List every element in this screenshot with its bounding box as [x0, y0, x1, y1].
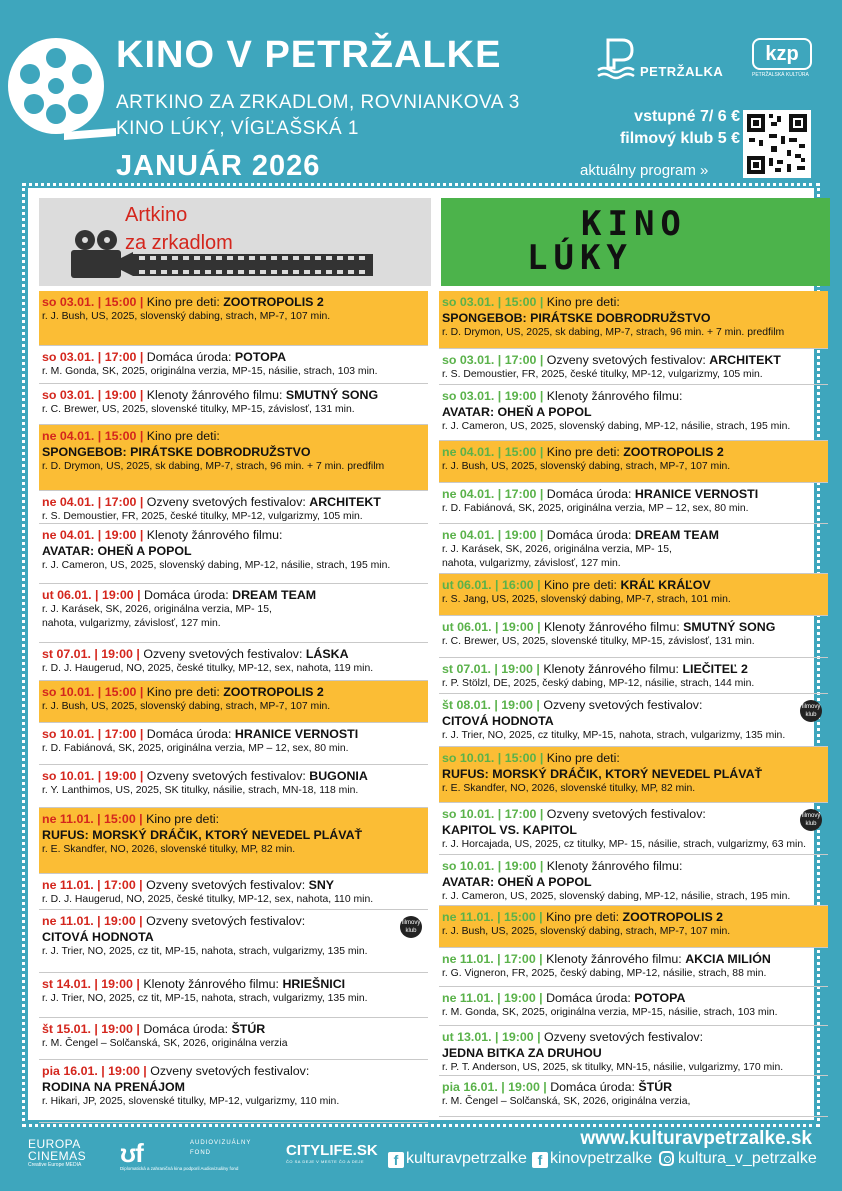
film-club-badge-icon: filmový klub	[800, 809, 822, 831]
screening-category: Ozveny svetových festivalov:	[142, 914, 306, 928]
screening-datetime: ne 11.01. | 15:00 |	[442, 910, 543, 924]
film-details: r. J. Karásek, SK, 2026, originálna verzia, MP- 15, nahota, vulgarizmy, závislosť, 127 min.	[42, 604, 272, 629]
film-details: r. D. J. Haugerud, NO, 2025, české titulky, MP-12, sex, nahota, 110 min.	[42, 894, 374, 905]
screening-category: Kino pre deti:	[540, 578, 621, 592]
film-title: ARCHITEKT	[709, 353, 781, 367]
venue-artkino: ARTKINO ZA ZRKADLOM, ROVNIANKOVA 3	[116, 92, 520, 113]
facebook-link-culture[interactable]: f kulturavpetrzalke	[388, 1150, 527, 1168]
film-details: r. P. T. Anderson, US, 2025, sk titulky, MN-15, násilie, vulgarizmy, 170 min.	[442, 1062, 784, 1073]
film-title: DREAM TEAM	[232, 588, 317, 602]
program-entry	[439, 987, 828, 1026]
film-details: r. Y. Lanthimos, US, 2025, SK titulky, násilie, strach, MN-18, 118 min.	[42, 785, 359, 796]
entry-heading	[42, 726, 424, 742]
film-details: r. J. Bush, US, 2025, slovenský dabing, strach, MP-7, 107 min.	[42, 311, 331, 322]
program-entry	[39, 584, 428, 643]
film-details: r. S. Jang, US, 2025, slovenský dabing, MP-7, strach, 101 min.	[442, 594, 731, 605]
film-title: LIEČITEĽ 2	[682, 662, 748, 676]
film-title: ŠTÚR	[638, 1080, 673, 1094]
film-title: RUFUS: MORSKÝ DRÁČIK, KTORÝ NEVEDEL PLÁVAŤ	[42, 828, 363, 842]
screening-datetime: so 10.01. | 19:00 |	[42, 769, 144, 783]
screening-datetime: ne 04.01. | 17:00 |	[442, 487, 544, 501]
screening-datetime: ne 04.01. | 15:00 |	[442, 445, 544, 459]
screening-category: Domáca úroda:	[143, 727, 235, 741]
program-entry	[39, 874, 428, 910]
film-details: r. J. Trier, NO, 2025, cz titulky, MP-15, nahota, strach, vulgarizmy, 135 min.	[442, 730, 786, 741]
entry-heading	[42, 587, 424, 603]
screening-category: Klenoty žánrového filmu:	[543, 389, 683, 403]
entry-heading	[442, 352, 824, 368]
film-details: r. M. Čengel – Solčanská, SK, 2026, originálna verzia,	[442, 1096, 691, 1107]
screening-category: Kino pre deti:	[143, 685, 224, 699]
entry-heading	[442, 750, 824, 766]
website-link[interactable]: www.kulturavpetrzalke.sk	[580, 1128, 812, 1149]
citylife-logo: CITYLIFE.SK ČO SA DEJE V MESTE ČO A DEJE	[286, 1142, 378, 1164]
film-title: LÁSKA	[305, 647, 349, 661]
entry-heading	[42, 684, 424, 700]
film-details: r. D. Fabiánová, SK, 2025, originálna verzia, MP – 12, sex, 80 min.	[42, 743, 349, 754]
screening-category: Klenoty žánrového filmu:	[139, 977, 283, 991]
film-title: ZOOTROPOLIS 2	[223, 685, 324, 699]
program-entry	[39, 973, 428, 1018]
film-title: KAPITOL VS. KAPITOL	[442, 823, 577, 837]
page-title: KINO V PETRŽALKE	[116, 34, 502, 76]
film-title: ZOOTROPOLIS 2	[623, 445, 724, 459]
instagram-icon	[659, 1151, 674, 1166]
screening-category: Domáca úroda:	[143, 350, 235, 364]
program-entry	[439, 747, 828, 803]
entry-heading	[42, 527, 424, 543]
program-entry	[439, 441, 828, 483]
program-entry	[39, 910, 428, 973]
program-entry	[439, 483, 828, 524]
film-details: r. J. Bush, US, 2025, slovenský dabing, strach, MP-7, 107 min.	[442, 926, 731, 937]
entry-heading	[442, 294, 824, 310]
screening-category: Ozveny svetových festivalov:	[143, 495, 310, 509]
entry-heading	[442, 951, 824, 967]
film-camera-icon	[67, 228, 377, 280]
entry-heading	[42, 811, 424, 827]
screening-category: Kino pre deti:	[543, 445, 624, 459]
screening-category: Domáca úroda:	[543, 528, 635, 542]
screening-category: Klenoty žánrového filmu:	[143, 528, 283, 542]
screening-datetime: so 10.01. | 17:00 |	[442, 807, 544, 821]
program-entry	[39, 291, 428, 346]
screening-category: Ozveny svetových festivalov:	[543, 807, 706, 821]
program-entry	[439, 803, 828, 855]
screening-datetime: so 03.01. | 17:00 |	[442, 353, 544, 367]
film-title: ARCHITEKT	[309, 495, 381, 509]
screening-category: Klenoty žánrového filmu:	[143, 388, 286, 402]
program-entry	[439, 855, 828, 906]
program-entry	[439, 694, 828, 747]
program-entry	[39, 384, 428, 425]
program-entry	[439, 616, 828, 658]
program-entry	[39, 425, 428, 491]
film-details: r. C. Brewer, US, 2025, slovenské titulky, MP-15, závislosť, 131 min.	[442, 636, 755, 647]
program-entry	[439, 1026, 828, 1076]
screening-category: Kino pre deti:	[543, 295, 620, 309]
film-title: HRANICE VERNOSTI	[234, 727, 359, 741]
screening-datetime: ne 04.01. | 15:00 |	[42, 429, 144, 443]
film-details: r. D. Drymon, US, 2025, sk dabing, MP-7, strach, 96 min. + 7 min. predfilm	[42, 461, 385, 472]
instagram-link[interactable]: kultura_v_petrzalke	[659, 1150, 817, 1168]
screening-datetime: so 03.01. | 19:00 |	[442, 389, 544, 403]
film-title: AVATAR: OHEŇ A POPOL	[42, 544, 192, 558]
film-details: r. J. Trier, NO, 2025, cz tit, MP-15, nahota, strach, vulgarizmy, 135 min.	[42, 993, 368, 1004]
film-title: AVATAR: OHEŇ A POPOL	[442, 875, 592, 889]
program-entry	[39, 346, 428, 384]
program-entry	[39, 808, 428, 874]
screening-category: Klenoty žánrového filmu:	[540, 620, 684, 634]
entry-heading	[442, 444, 824, 460]
film-title: POTOPA	[234, 350, 287, 364]
screening-datetime: st 14.01. | 19:00 |	[42, 977, 140, 991]
film-details: r. Hikari, JP, 2025, slovenské titulky, MP-12, vulgarizmy, 110 min.	[42, 1096, 340, 1107]
film-title: ŠTÚR	[231, 1022, 266, 1036]
venue-kino-luky: KINO LÚKY, VÍGĽAŠSKÁ 1	[116, 118, 359, 139]
screening-category: Domáca úroda:	[542, 991, 635, 1005]
screening-datetime: ut 13.01. | 19:00 |	[442, 1030, 541, 1044]
entry-heading	[442, 577, 824, 593]
screening-category: Ozveny svetových festivalov:	[540, 1030, 704, 1044]
entry-heading	[42, 646, 424, 662]
kzp-logo: kzp PETRŽALSKÁ KULTÚRA	[752, 38, 814, 80]
program-entry	[39, 723, 428, 765]
film-title: CITOVÁ HODNOTA	[442, 714, 554, 728]
screening-category: Ozveny svetových festivalov:	[142, 878, 309, 892]
film-title: POTOPA	[634, 991, 686, 1005]
film-title: ZOOTROPOLIS 2	[223, 295, 324, 309]
film-title: HRANICE VERNOSTI	[634, 487, 759, 501]
entry-heading	[442, 990, 824, 1006]
screening-category: Domáca úroda:	[139, 1022, 232, 1036]
month-heading: JANUÁR 2026	[116, 150, 321, 182]
screening-category: Klenoty žánrového filmu:	[543, 859, 683, 873]
artkino-logo: Artkino za zrkadlom	[39, 198, 431, 286]
film-title: HRIEŠNICI	[282, 977, 346, 991]
screening-datetime: so 10.01. | 17:00 |	[42, 727, 144, 741]
film-details: r. M. Čengel – Solčanská, SK, 2026, originálna verzia	[42, 1038, 288, 1049]
entry-heading	[442, 388, 824, 404]
program-entry	[439, 349, 828, 385]
screening-datetime: ne 11.01. | 17:00 |	[42, 878, 143, 892]
film-title: KRÁĽ KRÁĽOV	[620, 578, 711, 592]
film-details: r. C. Brewer, US, 2025, slovenské titulky, MP-15, závislosť, 131 min.	[42, 404, 355, 415]
entry-heading	[442, 1079, 824, 1095]
entry-heading	[42, 387, 424, 403]
screening-datetime: ne 11.01. | 19:00 |	[42, 914, 143, 928]
entry-heading	[442, 527, 824, 543]
screening-datetime: st 07.01. | 19:00 |	[442, 662, 540, 676]
program-entry	[39, 765, 428, 808]
program-entry	[39, 1060, 428, 1123]
entry-heading	[42, 976, 424, 992]
film-details: r. E. Skandfer, NO, 2026, slovenské titulky, MP, 82 min.	[442, 783, 696, 794]
film-details: r. G. Vigneron, FR, 2025, český dabing, MP-12, násilie, strach, 88 min.	[442, 968, 767, 979]
film-club-badge-icon: filmový klub	[800, 700, 822, 722]
film-title: BUGONIA	[309, 769, 368, 783]
program-entry	[439, 524, 828, 574]
screening-category: Klenoty žánrového filmu:	[542, 952, 686, 966]
screening-datetime: pia 16.01. | 19:00 |	[42, 1064, 147, 1078]
film-details: r. J. Karásek, SK, 2026, originálna verzia, MP- 15, nahota, vulgarizmy, závislosť, 127 min.	[442, 544, 672, 569]
entry-heading	[42, 768, 424, 784]
program-entry	[439, 385, 828, 441]
film-details: r. J. Horcajada, US, 2025, cz titulky, MP- 15, násilie, strach, vulgarizmy, 63 min.	[442, 839, 806, 850]
entry-heading	[42, 877, 424, 893]
program-entry	[39, 491, 428, 524]
program-panel	[28, 188, 821, 1120]
entry-heading	[42, 428, 424, 444]
screening-datetime: št 08.01. | 19:00 |	[442, 698, 540, 712]
screening-category: Ozveny svetových festivalov:	[139, 647, 306, 661]
program-entry	[439, 291, 828, 349]
screening-datetime: so 03.01. | 17:00 |	[42, 350, 144, 364]
screening-datetime: št 15.01. | 19:00 |	[42, 1022, 140, 1036]
screening-datetime: so 03.01. | 15:00 |	[42, 295, 144, 309]
program-entry	[439, 1076, 828, 1117]
screening-datetime: st 07.01. | 19:00 |	[42, 647, 140, 661]
film-title: RODINA NA PRENÁJOM	[42, 1080, 185, 1094]
entry-heading	[442, 806, 824, 822]
film-details: r. J. Cameron, US, 2025, slovenský dabing, MP-12, násilie, strach, 195 min.	[442, 891, 791, 902]
europa-cinemas-logo: EUROPA CINEMAS Creative Europe MEDIA	[28, 1137, 87, 1168]
program-entry	[439, 948, 828, 987]
film-details: r. D. Drymon, US, 2025, sk dabing, MP-7, strach, 96 min. + 7 min. predfilm	[442, 327, 785, 338]
petrzalka-logo: PETRŽALKA	[596, 36, 740, 82]
entry-heading	[42, 913, 424, 929]
film-details: r. M. Gonda, SK, 2025, originálna verzia, MP-15, násilie, strach, 103 min.	[42, 366, 378, 377]
film-title: SPONGEBOB: PIRÁTSKE DOBRODRUŽSTVO	[42, 445, 311, 459]
price-film-club: filmový klub 5 €	[619, 130, 740, 147]
entry-heading	[442, 909, 824, 925]
film-details: r. D. J. Haugerud, NO, 2025, české titulky, MP-12, sex, nahota, 119 min.	[42, 663, 374, 674]
entry-heading	[442, 858, 824, 874]
program-entry	[439, 658, 828, 694]
screening-category: Kino pre deti:	[543, 751, 620, 765]
petrzalka-emblem-icon	[596, 36, 636, 82]
screening-category: Ozveny svetových festivalov:	[543, 353, 710, 367]
film-title: SPONGEBOB: PIRÁTSKE DOBRODRUŽSTVO	[442, 311, 711, 325]
entry-heading	[442, 619, 824, 635]
screening-category: Kino pre deti:	[542, 910, 623, 924]
film-details: r. J. Bush, US, 2025, slovenský dabing, strach, MP-7, 107 min.	[442, 461, 731, 472]
film-details: r. P. Stölzl, DE, 2025, český dabing, MP-12, násilie, strach, 144 min.	[442, 678, 755, 689]
current-program-link[interactable]: aktuálny program »	[580, 162, 709, 179]
screening-datetime: ne 11.01. | 17:00 |	[442, 952, 543, 966]
facebook-link-cinema[interactable]: f kinovpetrzalke	[532, 1150, 652, 1168]
screening-datetime: so 10.01. | 15:00 |	[42, 685, 144, 699]
screening-datetime: pia 16.01. | 19:00 |	[442, 1080, 547, 1094]
program-entry	[439, 906, 828, 948]
film-details: r. J. Cameron, US, 2025, slovenský dabing, MP-12, násilie, strach, 195 min.	[442, 421, 791, 432]
entry-heading	[442, 1029, 824, 1045]
film-title: SMUTNÝ SONG	[683, 620, 776, 634]
film-title: SMUTNÝ SONG	[285, 388, 379, 402]
screening-datetime: so 03.01. | 15:00 |	[442, 295, 544, 309]
program-entry	[39, 524, 428, 584]
screening-category: Domáca úroda:	[543, 487, 635, 501]
entry-heading	[42, 294, 424, 310]
program-entry	[39, 643, 428, 681]
film-title: AKCIA MILIÓN	[685, 952, 771, 966]
film-title: JEDNA BITKA ZA DRUHOU	[442, 1046, 602, 1060]
screening-category: Kino pre deti:	[143, 295, 224, 309]
film-title: DREAM TEAM	[634, 528, 719, 542]
film-details: r. D. Fabiánová, SK, 2025, originálna verzia, MP – 12, sex, 80 min.	[442, 503, 749, 514]
screening-datetime: ne 04.01. | 17:00 |	[42, 495, 144, 509]
program-entry	[439, 574, 828, 616]
film-details: r. J. Cameron, US, 2025, slovenský dabing, MP-12, násilie, strach, 195 min.	[42, 560, 391, 571]
screening-datetime: ut 06.01. | 19:00 |	[42, 588, 141, 602]
film-title: SNY	[308, 878, 335, 892]
screening-datetime: so 10.01. | 15:00 |	[442, 751, 544, 765]
kino-luky-logo: KINO LÚKY	[441, 198, 830, 286]
entry-heading	[442, 486, 824, 502]
film-reel-icon	[4, 32, 116, 144]
film-details: r. E. Skandfer, NO, 2026, slovenské titulky, MP, 82 min.	[42, 844, 296, 855]
film-club-badge-icon: filmový klub	[400, 916, 422, 938]
film-details: r. J. Trier, NO, 2025, cz tit, MP-15, nahota, strach, vulgarizmy, 135 min.	[42, 946, 368, 957]
screening-datetime: ne 11.01. | 19:00 |	[442, 991, 543, 1005]
program-entry	[39, 681, 428, 723]
film-details: r. J. Bush, US, 2025, slovenský dabing, strach, MP-7, 107 min.	[42, 701, 331, 712]
screening-datetime: ut 06.01. | 16:00 |	[442, 578, 541, 592]
screening-category: Kino pre deti:	[142, 812, 220, 826]
screening-category: Domáca úroda:	[140, 588, 233, 602]
screening-category: Klenoty žánrového filmu:	[539, 662, 683, 676]
film-details: r. M. Gonda, SK, 2025, originálna verzia, MP-15, násilie, strach, 103 min.	[442, 1007, 778, 1018]
screening-category: Ozveny svetových festivalov:	[143, 769, 310, 783]
film-title: AVATAR: OHEŇ A POPOL	[442, 405, 592, 419]
entry-heading	[442, 697, 824, 713]
film-details: r. S. Demoustier, FR, 2025, české titulky, MP-12, vulgarizmy, 105 min.	[42, 511, 363, 522]
screening-datetime: ne 04.01. | 19:00 |	[442, 528, 544, 542]
entry-heading	[42, 494, 424, 510]
entry-heading	[42, 349, 424, 365]
screening-category: Ozveny svetových festivalov:	[539, 698, 703, 712]
screening-category: Kino pre deti:	[143, 429, 220, 443]
screening-datetime: so 10.01. | 19:00 |	[442, 859, 544, 873]
qr-code-icon[interactable]	[743, 110, 811, 178]
price-entry: vstupné 7/ 6 €	[634, 108, 740, 125]
screening-datetime: ne 11.01. | 15:00 |	[42, 812, 143, 826]
program-entry	[39, 1018, 428, 1060]
screening-category: Ozveny svetových festivalov:	[146, 1064, 310, 1078]
screening-datetime: so 03.01. | 19:00 |	[42, 388, 144, 402]
entry-heading	[442, 661, 824, 677]
screening-datetime: ut 06.01. | 19:00 |	[442, 620, 541, 634]
screening-category: Domáca úroda:	[546, 1080, 639, 1094]
avf-emblem-icon: ʊf	[120, 1138, 143, 1168]
screening-datetime: ne 04.01. | 19:00 |	[42, 528, 144, 542]
entry-heading	[42, 1021, 424, 1037]
film-details: r. S. Demoustier, FR, 2025, české titulky, MP-12, vulgarizmy, 105 min.	[442, 369, 763, 380]
film-title: ZOOTROPOLIS 2	[622, 910, 724, 924]
entry-heading	[42, 1063, 424, 1079]
facebook-icon: f	[532, 1152, 548, 1168]
film-title: CITOVÁ HODNOTA	[42, 930, 154, 944]
facebook-icon: f	[388, 1152, 404, 1168]
film-title: RUFUS: MORSKÝ DRÁČIK, KTORÝ NEVEDEL PLÁVAŤ	[442, 767, 763, 781]
